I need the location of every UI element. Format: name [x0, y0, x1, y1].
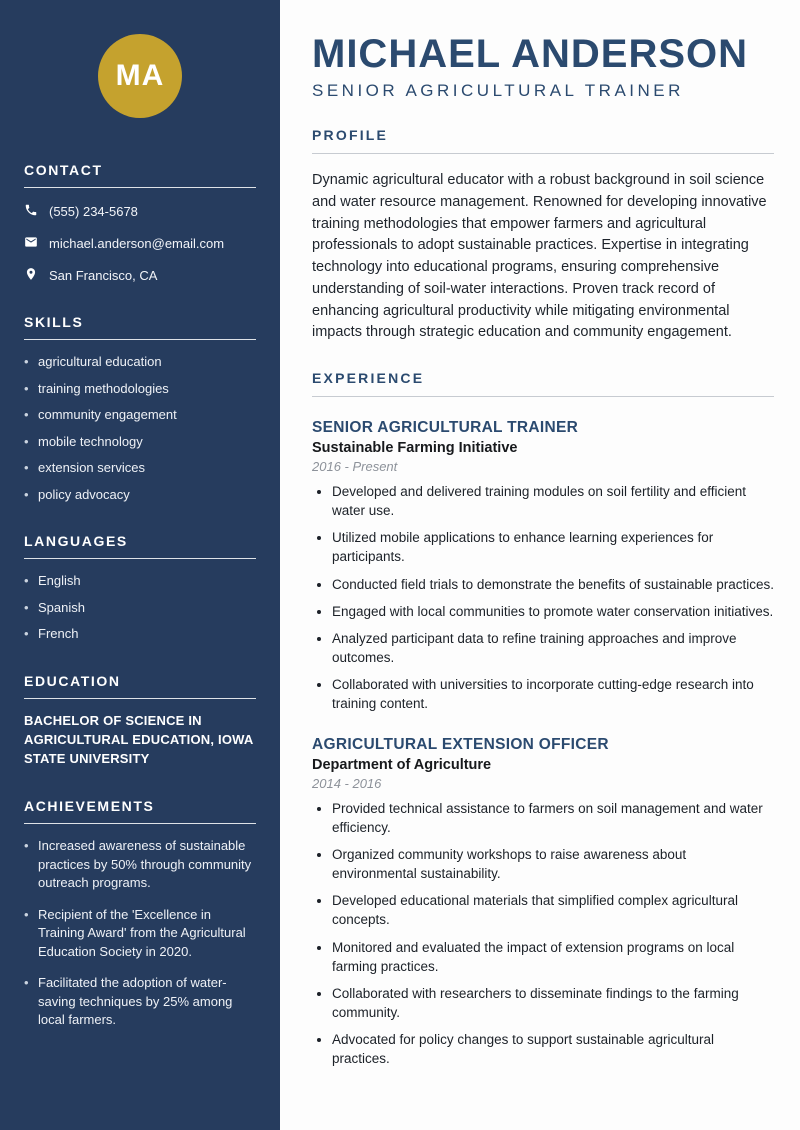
skill-item: • extension services [24, 459, 256, 477]
skill-item: • agricultural education [24, 353, 256, 371]
skill-item: • policy advocacy [24, 486, 256, 504]
job-bullets [312, 482, 774, 714]
languages-heading: LANGUAGES [24, 533, 256, 559]
contact-email-row [24, 235, 256, 252]
job-bullet: • Advocated for policy changes to support sustainable agricultural practices. [332, 1030, 774, 1068]
language-item: • French [24, 625, 256, 643]
languages-list [24, 572, 256, 643]
skill-item: • training methodologies [24, 380, 256, 398]
skill-item: • mobile technology [24, 433, 256, 451]
language-item: • Spanish [24, 599, 256, 617]
profile-heading: PROFILE [312, 127, 774, 154]
job-bullet: • Engaged with local communities to promote water conservation initiatives. [332, 602, 774, 621]
person-name: MICHAEL ANDERSON [312, 32, 749, 76]
profile-text: Dynamic agricultural educator with a robust background in soil science and water resource management. Renowned for developing innovative training methodologies that empower farmers and agricultural professionals to adopt sustainable practices. Expertise in integrating technology into educational programs, ensuring comprehensive understanding of soil-water interactions. Proven track record of enhancing agricultural productivity while mitigating environmental impacts through strategic education and community engagement. [312, 172, 767, 341]
email-icon [24, 235, 38, 252]
job-dates: 2016 - Present [312, 459, 398, 474]
job-bullets [312, 799, 774, 1069]
main-content [280, 0, 800, 1130]
contact-location: San Francisco, CA [49, 268, 158, 283]
person-title: SENIOR AGRICULTURAL TRAINER [312, 81, 684, 100]
contact-phone: (555) 234-5678 [49, 204, 138, 219]
achievements-list [24, 837, 256, 1029]
job-entry [312, 736, 774, 1069]
job-bullet: • Developed and delivered training modules on soil fertility and efficient water use. [332, 482, 774, 520]
experience-heading: EXPERIENCE [312, 370, 774, 397]
language-item: • English [24, 572, 256, 590]
job-bullet: • Monitored and evaluated the impact of extension programs on local farming practices. [332, 938, 774, 976]
job-bullet: • Provided technical assistance to farmers on soil management and water efficiency. [332, 799, 774, 837]
job-entry [312, 419, 774, 714]
phone-icon [24, 203, 38, 220]
contact-phone-row [24, 203, 256, 220]
job-bullet: • Organized community workshops to raise awareness about environmental sustainability. [332, 845, 774, 883]
achievement-item: • Recipient of the 'Excellence in Training Award' from the Agricultural Education Society in 2020. [24, 906, 256, 961]
contact-location-row [24, 267, 256, 284]
education-heading: EDUCATION [24, 673, 256, 699]
avatar [98, 34, 182, 118]
achievements-heading: ACHIEVEMENTS [24, 798, 256, 824]
contact-list [24, 203, 256, 284]
contact-heading: CONTACT [24, 162, 256, 188]
job-dates: 2014 - 2016 [312, 775, 382, 791]
job-company: Sustainable Farming Initiative [312, 440, 518, 456]
job-bullet: • Conducted field trials to demonstrate the benefits of sustainable practices. [332, 575, 774, 594]
skills-list [24, 353, 256, 503]
job-title: AGRICULTURAL EXTENSION OFFICER [312, 735, 609, 753]
job-bullet: • Developed educational materials that simplified complex agricultural concepts. [332, 891, 774, 929]
job-bullet: • Analyzed participant data to refine training approaches and improve outcomes. [332, 629, 774, 667]
location-icon [24, 267, 38, 284]
job-company: Department of Agriculture [312, 756, 492, 773]
contact-email: michael.anderson@email.com [49, 236, 225, 251]
achievement-item: • Increased awareness of sustainable practices by 50% through community outreach programs. [24, 837, 256, 892]
job-bullet: • Utilized mobile applications to enhance learning experiences for participants. [332, 528, 774, 566]
skill-item: • community engagement [24, 406, 256, 424]
skills-heading: SKILLS [24, 314, 256, 340]
job-bullet: • Collaborated with researchers to disseminate findings to the farming community. [332, 984, 774, 1022]
sidebar [0, 0, 280, 1130]
achievement-item: • Facilitated the adoption of water-saving techniques by 25% among local farmers. [24, 974, 256, 1029]
job-title: SENIOR AGRICULTURAL TRAINER [312, 419, 579, 436]
avatar-initials: MA [115, 59, 165, 92]
job-bullet: • Collaborated with universities to incorporate cutting-edge research into training content. [332, 675, 774, 713]
education-degree: BACHELOR OF SCIENCE IN AGRICULTURAL EDUCATION, IOWA STATE UNIVERSITY [24, 712, 253, 766]
